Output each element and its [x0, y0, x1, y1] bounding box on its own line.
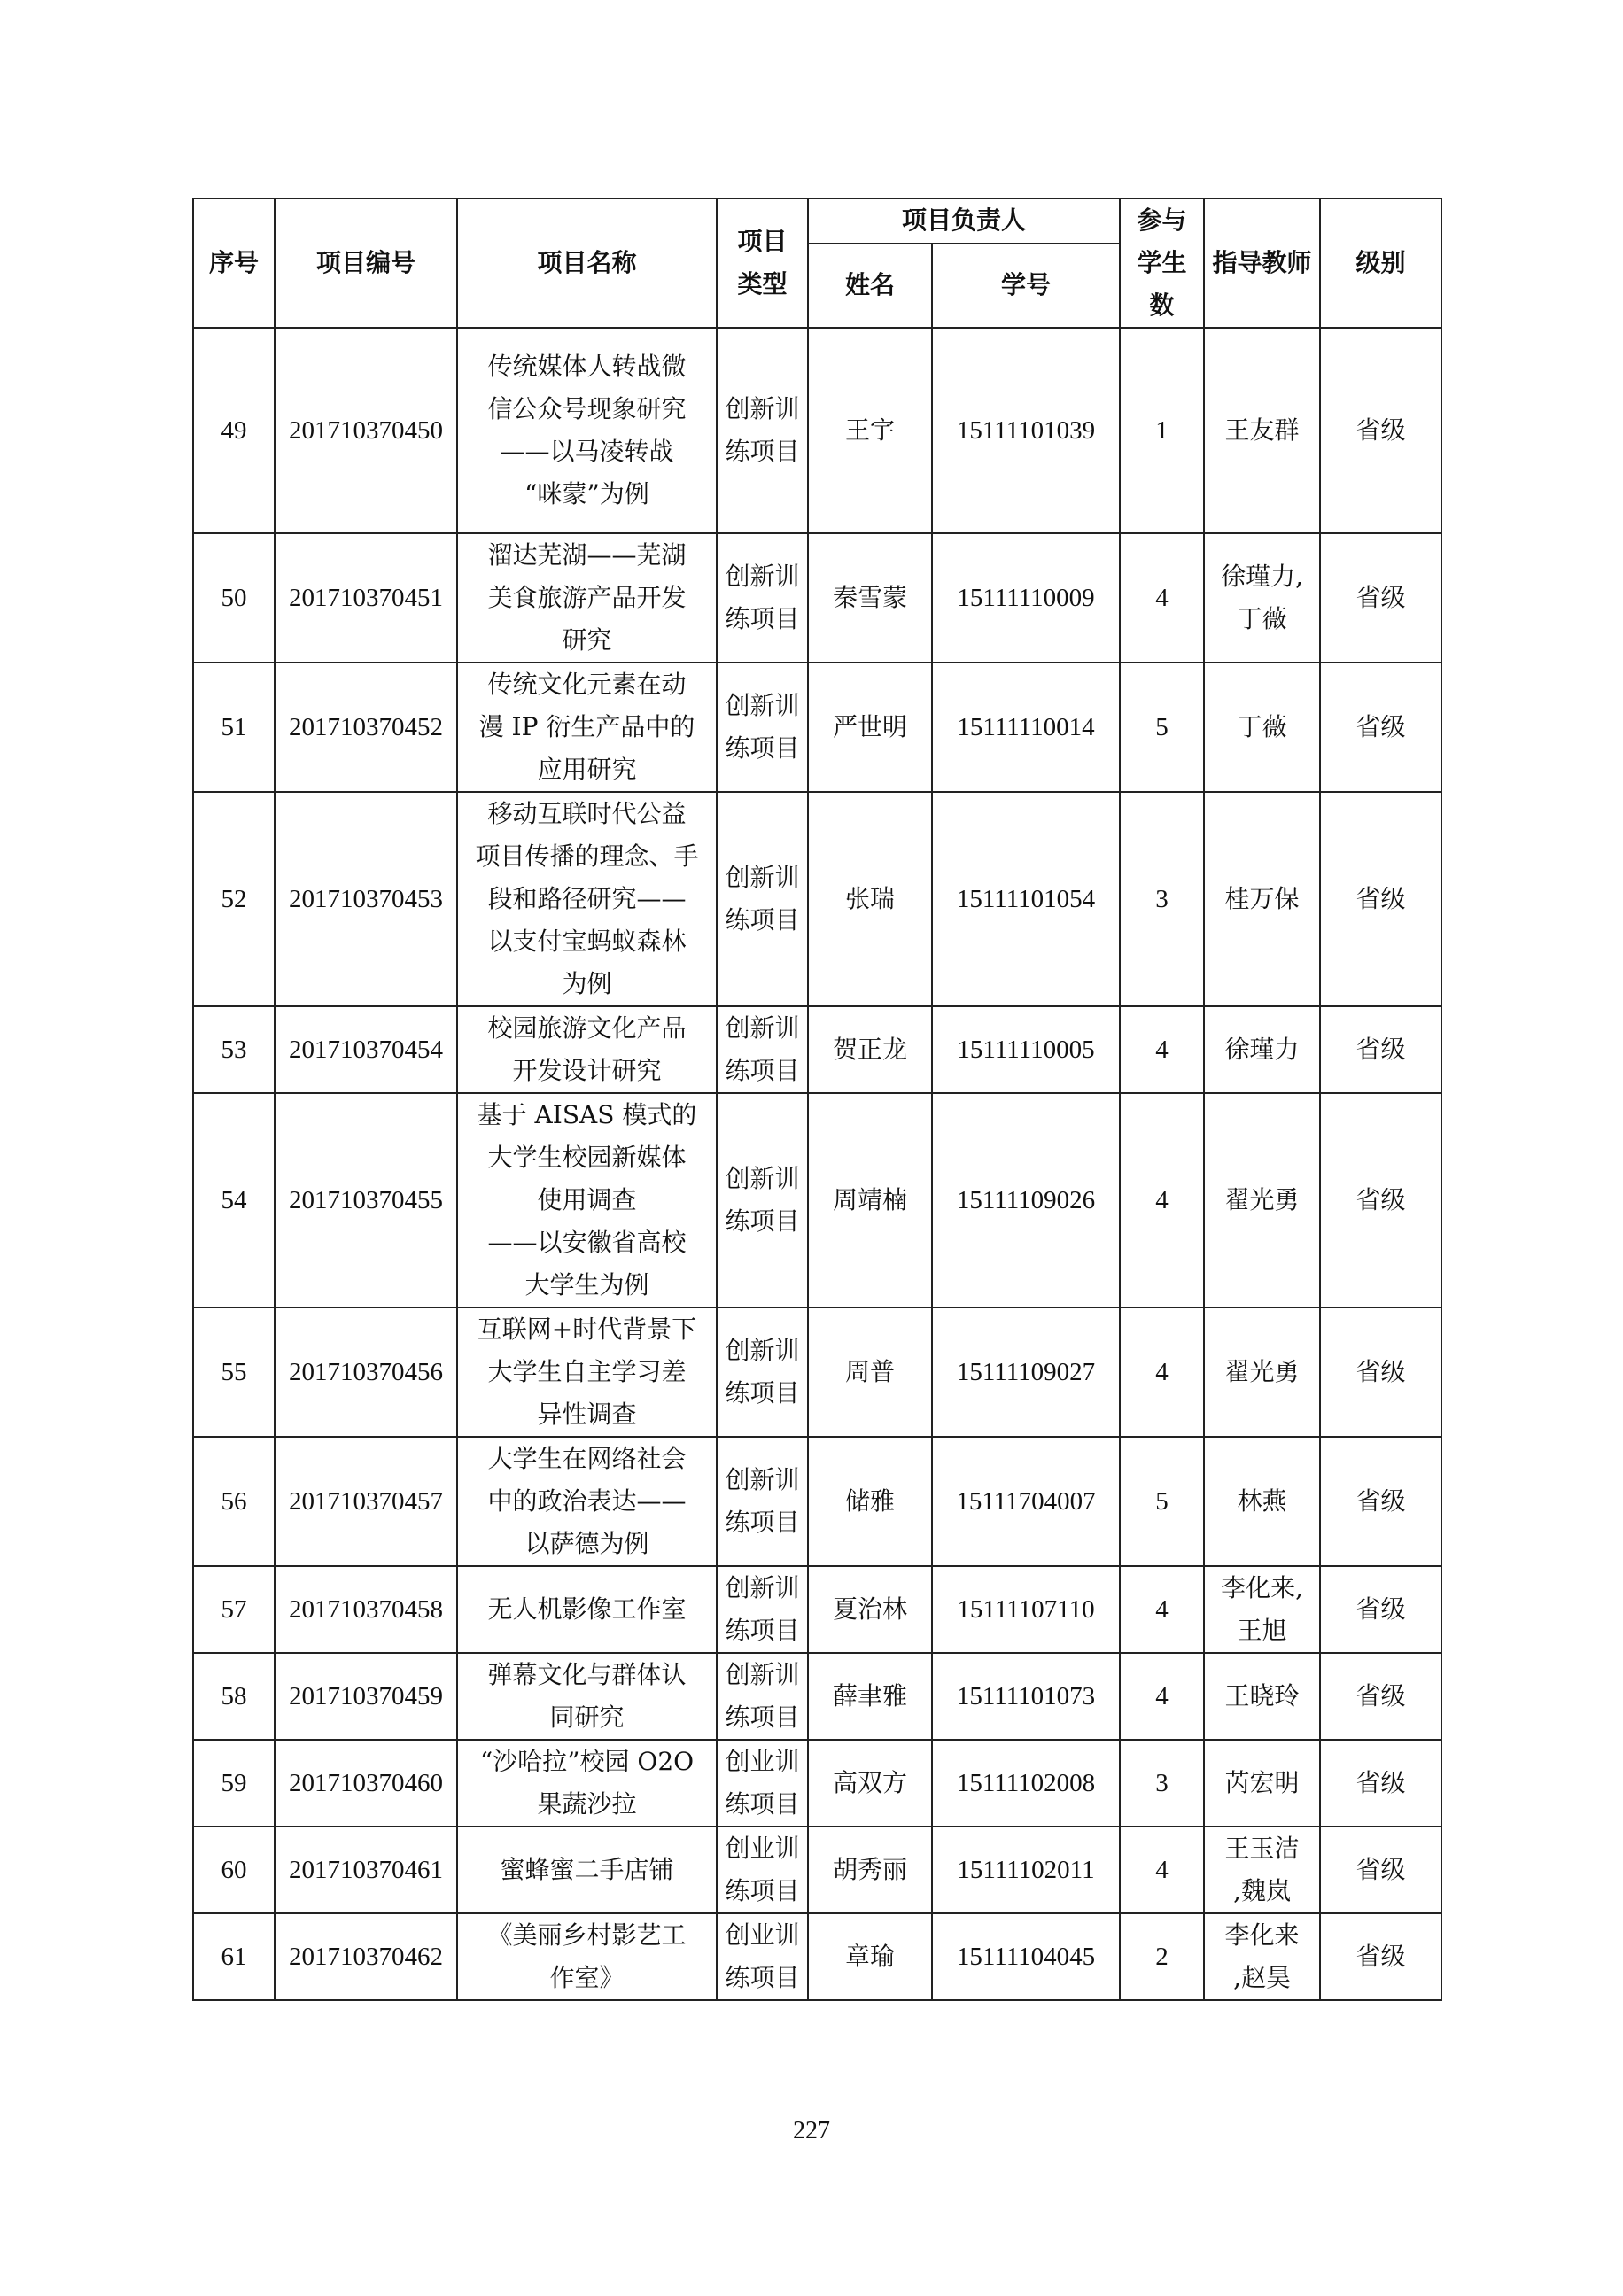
header-count-line: 学生 [1137, 248, 1187, 277]
cell-student-id: 15111110014 [932, 663, 1120, 792]
cell-name-line: 美食旅游产品开发 [487, 583, 687, 612]
cell-student-id: 15111102008 [932, 1740, 1120, 1827]
cell-seq: 49 [193, 328, 275, 533]
cell-teacher [1204, 792, 1320, 1006]
cell-type-line: 创业训 [725, 1747, 800, 1776]
cell-name-line: 开发设计研究 [512, 1056, 662, 1085]
cell-type [717, 1307, 808, 1437]
page-number: 227 [793, 2117, 830, 2145]
cell-teacher [1204, 1093, 1320, 1307]
cell-student-id: 15111101039 [932, 328, 1120, 533]
cell-name-line: 中的政治表达—— [487, 1486, 687, 1516]
cell-code: 201710370453 [275, 792, 457, 1006]
cell-count: 2 [1120, 1913, 1204, 2000]
cell-student-id: 15111102011 [932, 1827, 1120, 1913]
cell-count: 3 [1120, 792, 1204, 1006]
cell-code: 201710370451 [275, 533, 457, 663]
cell-type-line: 练项目 [725, 1703, 800, 1732]
cell-teacher-line: 李化来 [1224, 1920, 1300, 1950]
cell-leader: 严世明 [808, 663, 932, 792]
cell-type-line: 练项目 [725, 1876, 800, 1905]
cell-type-line: 练项目 [725, 1616, 800, 1645]
cell-teacher [1204, 1437, 1320, 1566]
table-row [193, 1653, 1441, 1740]
cell-type [717, 1437, 808, 1566]
cell-level: 省级 [1320, 1093, 1441, 1307]
cell-name-line: 传统媒体人转战微 [487, 352, 687, 381]
cell-seq: 53 [193, 1006, 275, 1093]
cell-teacher-line: 王旭 [1237, 1616, 1287, 1645]
cell-type [717, 1740, 808, 1827]
cell-teacher [1204, 1307, 1320, 1437]
cell-type [717, 1006, 808, 1093]
cell-leader: 周普 [808, 1307, 932, 1437]
cell-name-line: 果蔬沙拉 [537, 1789, 637, 1819]
table-row [193, 1006, 1441, 1093]
cell-name-line: 大学生校园新媒体 [487, 1143, 687, 1172]
cell-name [457, 1566, 717, 1653]
cell-teacher-line: 王晓玲 [1224, 1681, 1300, 1710]
header-type-line: 项目 [737, 227, 788, 256]
header-leader-id: 学号 [932, 244, 1120, 328]
cell-level: 省级 [1320, 328, 1441, 533]
cell-level: 省级 [1320, 1006, 1441, 1093]
cell-type [717, 792, 808, 1006]
header-type [717, 198, 808, 328]
cell-type [717, 328, 808, 533]
cell-type-line: 练项目 [725, 1206, 800, 1236]
cell-name [457, 328, 717, 533]
cell-name-line: ——以马凌转战 [500, 437, 674, 466]
cell-name-line: 段和路径研究—— [487, 884, 687, 913]
cell-type-line: 练项目 [725, 604, 800, 633]
cell-name-line: 弹幕文化与群体认 [487, 1660, 687, 1689]
cell-type-line: 创新训 [725, 1573, 800, 1602]
cell-seq: 50 [193, 533, 275, 663]
cell-teacher [1204, 1913, 1320, 2000]
cell-name-line: 以支付宝蚂蚁森林 [487, 927, 687, 956]
cell-name-line: 以萨德为例 [524, 1529, 649, 1558]
cell-teacher-line: 翟光勇 [1224, 1185, 1300, 1214]
cell-name-line: 使用调查 [537, 1185, 637, 1214]
cell-type-line: 创新训 [725, 863, 800, 892]
cell-name [457, 1827, 717, 1913]
cell-name-line: 漫 IP 衍生产品中的 [478, 712, 695, 741]
cell-level: 省级 [1320, 1653, 1441, 1740]
table-row [193, 1093, 1441, 1307]
cell-teacher [1204, 533, 1320, 663]
cell-type [717, 1653, 808, 1740]
cell-teacher [1204, 1827, 1320, 1913]
cell-type-line: 创新训 [725, 1336, 800, 1365]
cell-leader: 胡秀丽 [808, 1827, 932, 1913]
cell-level: 省级 [1320, 533, 1441, 663]
cell-seq: 60 [193, 1827, 275, 1913]
cell-name [457, 1006, 717, 1093]
cell-count: 4 [1120, 1307, 1204, 1437]
cell-teacher [1204, 328, 1320, 533]
cell-teacher [1204, 1006, 1320, 1093]
cell-level: 省级 [1320, 792, 1441, 1006]
cell-leader: 周靖楠 [808, 1093, 932, 1307]
cell-seq: 55 [193, 1307, 275, 1437]
cell-code: 201710370462 [275, 1913, 457, 2000]
cell-name-line: 同研究 [549, 1703, 625, 1732]
header-teacher: 指导教师 [1204, 198, 1320, 328]
cell-name [457, 1307, 717, 1437]
cell-student-id: 15111101073 [932, 1653, 1120, 1740]
cell-name-line: 基于 AISAS 模式的 [477, 1100, 697, 1129]
cell-leader: 贺正龙 [808, 1006, 932, 1093]
cell-teacher [1204, 1740, 1320, 1827]
cell-type [717, 1827, 808, 1913]
cell-level: 省级 [1320, 1740, 1441, 1827]
cell-teacher-line: 徐瑾力, [1221, 562, 1303, 591]
cell-teacher [1204, 663, 1320, 792]
cell-teacher-line: 芮宏明 [1224, 1768, 1300, 1797]
cell-level: 省级 [1320, 1566, 1441, 1653]
cell-teacher-line: 丁薇 [1237, 604, 1287, 633]
cell-level: 省级 [1320, 1827, 1441, 1913]
cell-name [457, 663, 717, 792]
cell-code: 201710370455 [275, 1093, 457, 1307]
cell-count: 4 [1120, 1093, 1204, 1307]
cell-name-line: 《美丽乡村影艺工 [487, 1920, 687, 1950]
cell-level: 省级 [1320, 1913, 1441, 2000]
cell-leader: 薛聿雅 [808, 1653, 932, 1740]
cell-name-line: 异性调查 [537, 1400, 637, 1429]
cell-teacher-line: 林燕 [1237, 1486, 1287, 1516]
table-body [193, 328, 1441, 2000]
cell-type [717, 1093, 808, 1307]
cell-leader: 夏治林 [808, 1566, 932, 1653]
cell-type-line: 创业训 [725, 1920, 800, 1950]
cell-name [457, 1913, 717, 2000]
cell-teacher [1204, 1653, 1320, 1740]
cell-code: 201710370461 [275, 1827, 457, 1913]
header-count [1120, 198, 1204, 328]
cell-name-line: 无人机影像工作室 [487, 1594, 687, 1624]
cell-seq: 51 [193, 663, 275, 792]
cell-name-line: 信公众号现象研究 [487, 394, 687, 423]
header-count-line: 数 [1149, 291, 1175, 320]
cell-name-line: 研究 [562, 625, 612, 655]
header-leader: 项目负责人 [808, 198, 1120, 244]
cell-code: 201710370459 [275, 1653, 457, 1740]
header-code: 项目编号 [275, 198, 457, 328]
cell-name-line: 大学生在网络社会 [487, 1444, 687, 1473]
cell-student-id: 15111101054 [932, 792, 1120, 1006]
cell-count: 5 [1120, 1437, 1204, 1566]
header-name: 项目名称 [457, 198, 717, 328]
cell-type-line: 创新训 [725, 1164, 800, 1193]
cell-name-line: 移动互联时代公益 [487, 799, 687, 828]
cell-code: 201710370458 [275, 1566, 457, 1653]
table-row [193, 663, 1441, 792]
cell-name [457, 1093, 717, 1307]
cell-teacher-line: 王友群 [1224, 415, 1300, 445]
cell-name-line: 作室》 [549, 1963, 625, 1992]
cell-name-line: 大学生为例 [524, 1270, 649, 1299]
cell-teacher-line: 王玉洁 [1224, 1834, 1300, 1863]
cell-type-line: 练项目 [725, 1508, 800, 1537]
cell-count: 4 [1120, 1827, 1204, 1913]
cell-type [717, 533, 808, 663]
cell-count: 4 [1120, 533, 1204, 663]
cell-count: 3 [1120, 1740, 1204, 1827]
cell-type-line: 练项目 [725, 905, 800, 935]
cell-student-id: 15111110005 [932, 1006, 1120, 1093]
cell-level: 省级 [1320, 1307, 1441, 1437]
cell-name-line: 为例 [562, 969, 612, 998]
table-row [193, 1740, 1441, 1827]
cell-type-line: 练项目 [725, 1789, 800, 1819]
cell-seq: 54 [193, 1093, 275, 1307]
cell-level: 省级 [1320, 663, 1441, 792]
cell-type-line: 创新训 [725, 1013, 800, 1043]
cell-type-line: 练项目 [725, 1963, 800, 1992]
cell-name-line: 大学生自主学习差 [487, 1357, 687, 1386]
cell-code: 201710370454 [275, 1006, 457, 1093]
cell-name-line: 应用研究 [537, 755, 637, 784]
cell-student-id: 15111104045 [932, 1913, 1120, 2000]
header-seq: 序号 [193, 198, 275, 328]
cell-code: 201710370456 [275, 1307, 457, 1437]
cell-level: 省级 [1320, 1437, 1441, 1566]
table-row [193, 533, 1441, 663]
cell-student-id: 15111704007 [932, 1437, 1120, 1566]
table-row [193, 1827, 1441, 1913]
cell-type-line: 创新训 [725, 562, 800, 591]
cell-name-line: 蜜蜂蜜二手店铺 [500, 1855, 674, 1884]
cell-leader: 王宇 [808, 328, 932, 533]
cell-type [717, 1913, 808, 2000]
cell-type-line: 练项目 [725, 1378, 800, 1408]
cell-count: 4 [1120, 1566, 1204, 1653]
cell-code: 201710370457 [275, 1437, 457, 1566]
header-leader-name: 姓名 [808, 244, 932, 328]
cell-type-line: 创新训 [725, 691, 800, 720]
cell-type-line: 创新训 [725, 394, 800, 423]
cell-name-line: 项目传播的理念、手 [475, 842, 699, 871]
header-level: 级别 [1320, 198, 1441, 328]
cell-seq: 61 [193, 1913, 275, 2000]
header-count-line: 参与 [1137, 206, 1187, 235]
cell-seq: 58 [193, 1653, 275, 1740]
cell-seq: 59 [193, 1740, 275, 1827]
cell-name-line: 传统文化元素在动 [487, 670, 687, 699]
cell-type-line: 练项目 [725, 733, 800, 763]
cell-seq: 56 [193, 1437, 275, 1566]
cell-teacher-line: 桂万保 [1224, 884, 1300, 913]
table-row [193, 1566, 1441, 1653]
cell-name-line: 校园旅游文化产品 [487, 1013, 687, 1043]
cell-type-line: 练项目 [725, 1056, 800, 1085]
cell-student-id: 15111107110 [932, 1566, 1120, 1653]
cell-leader: 秦雪蒙 [808, 533, 932, 663]
cell-teacher-line: ,魏岚 [1233, 1876, 1291, 1905]
cell-name [457, 1653, 717, 1740]
cell-seq: 52 [193, 792, 275, 1006]
cell-count: 1 [1120, 328, 1204, 533]
cell-count: 5 [1120, 663, 1204, 792]
cell-leader: 高双方 [808, 1740, 932, 1827]
cell-name-line: 互联网+时代背景下 [477, 1315, 697, 1344]
cell-type-line: 练项目 [725, 437, 800, 466]
cell-type [717, 663, 808, 792]
table-row [193, 792, 1441, 1006]
cell-count: 4 [1120, 1653, 1204, 1740]
cell-teacher-line: ,赵昊 [1233, 1963, 1291, 1992]
cell-teacher-line: 翟光勇 [1224, 1357, 1300, 1386]
table-row [193, 1307, 1441, 1437]
cell-name-line: 溜达芜湖——芜湖 [487, 540, 687, 570]
table-row [193, 328, 1441, 533]
cell-name-line: “沙哈拉”校园 O2O [479, 1747, 695, 1776]
cell-leader: 储雅 [808, 1437, 932, 1566]
cell-student-id: 15111109027 [932, 1307, 1120, 1437]
cell-type-line: 创新训 [725, 1465, 800, 1494]
cell-name [457, 792, 717, 1006]
cell-student-id: 15111109026 [932, 1093, 1120, 1307]
cell-student-id: 15111110009 [932, 533, 1120, 663]
cell-code: 201710370460 [275, 1740, 457, 1827]
cell-type-line: 创业训 [725, 1834, 800, 1863]
cell-name [457, 533, 717, 663]
cell-count: 4 [1120, 1006, 1204, 1093]
project-table [192, 198, 1442, 2001]
cell-code: 201710370450 [275, 328, 457, 533]
table-row [193, 1913, 1441, 2000]
cell-name-line: ——以安徽省高校 [487, 1228, 687, 1257]
table-row [193, 1437, 1441, 1566]
cell-type [717, 1566, 808, 1653]
cell-seq: 57 [193, 1566, 275, 1653]
cell-name [457, 1740, 717, 1827]
table-header [193, 198, 1441, 328]
cell-name-line: “咪蒙”为例 [524, 479, 649, 508]
cell-leader: 张瑞 [808, 792, 932, 1006]
cell-name [457, 1437, 717, 1566]
cell-leader: 章瑜 [808, 1913, 932, 2000]
cell-teacher-line: 丁薇 [1237, 712, 1287, 741]
header-type-line: 类型 [737, 269, 788, 299]
cell-code: 201710370452 [275, 663, 457, 792]
cell-teacher-line: 李化来, [1221, 1573, 1303, 1602]
cell-teacher-line: 徐瑾力 [1224, 1035, 1300, 1064]
cell-type-line: 创新训 [725, 1660, 800, 1689]
cell-teacher [1204, 1566, 1320, 1653]
